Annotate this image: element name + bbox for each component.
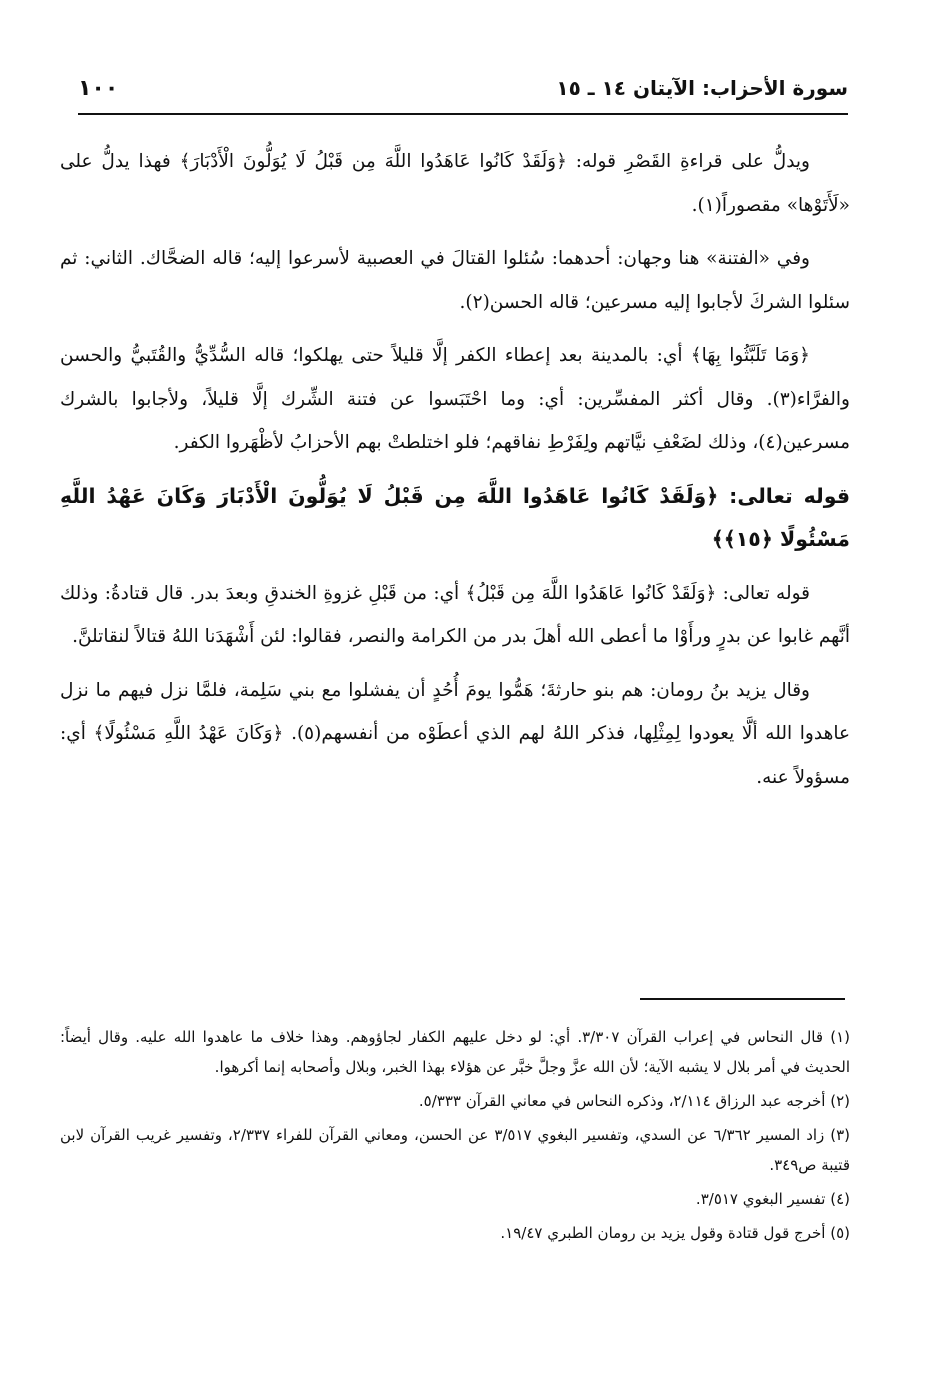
running-title: سورة الأحزاب: الآيتان ١٤ ـ ١٥: [556, 76, 848, 100]
footnote: (٤) تفسير البغوي ٣/٥١٧.: [695, 1190, 850, 1208]
footnote: (٣) زاد المسير ٦/٣٦٢ عن السدي، وتفسير البغوي ٣/٥١٧ عن الحسن، ومعاني القرآن للفراء ٢/٣٣٧، وتفسير غريب القرآن لابن قتيبة ص٣٤٩.: [60, 1126, 851, 1174]
footnote: (٢) أخرجه عبد الرزاق ٢/١١٤، وذكره النحاس في معاني القرآن ٥/٣٣٣.: [418, 1092, 850, 1110]
verse-heading-text: ﴿وَلَقَدْ كَانُوا عَاهَدُوا اللَّهَ مِن قَبْلُ لَا يُوَلُّونَ الْأَدْبَارَ وَكَانَ عَهْدُ اللَّهِ مَسْئُولًا ﴿١٥﴾﴾: [60, 483, 850, 551]
footnote: (٥) أخرج قول قتادة وقول يزيد بن رومان الطبري ١٩/٤٧.: [500, 1224, 850, 1242]
page-number: ١٠٠: [78, 75, 119, 101]
footnotes: [60, 1022, 850, 1252]
verse-heading-lead: قوله تعالى:: [729, 483, 850, 508]
footnote: (١) قال النحاس في إعراب القرآن ٣/٣٠٧. أي: لو دخل عليهم الكفار لجاؤوهم. وهذا خلاف ما عاهدوا الله عليه. وقال أيضاً: الحديث في أمر بلال لا يشبه الآية؛ لأن الله عزَّ وجلَّ خبَّر عن هؤلاء بهذا الخبر، وبلال وأصحابه إنما أكرهوا.: [60, 1028, 850, 1076]
page-header: [78, 68, 848, 108]
paragraph: ويدلُّ على قراءةِ القَصْرِ قوله: ﴿وَلَقَدْ كَانُوا عَاهَدُوا اللَّهَ مِن قَبْلُ لَا يُوَلُّونَ الْأَدْبَارَ﴾ فهذا يدلُّ على «لَأَتَوْها» مقصوراً(١).: [60, 151, 850, 216]
paragraph: قوله تعالى: ﴿وَلَقَدْ كَانُوا عَاهَدُوا اللَّهَ مِن قَبْلُ﴾ أي: من قَبْلِ غزوةِ الخندقِ وبعدَ بدر. قال قتادةُ: وذلك أنَّهم غابوا عن بدرٍ ورأَوْا ما أعطى الله أهلَ بدر من الكرامة والنصر، فقالوا: لئن أَشْهَدَنا اللهُ قتالاً لنقاتلنَّ.: [60, 582, 850, 647]
footnote-separator: [640, 998, 845, 1000]
verse-heading: [60, 475, 850, 562]
main-text: [60, 140, 850, 809]
paragraph: ﴿وَمَا تَلَبَّثُوا بِهَا﴾ أي: بالمدينة بعد إعطاء الكفر إلَّا قليلاً حتى يهلكوا؛ قاله السُّدِّيُّ والقُتَبيُّ والحسن والفرَّاء(٣). وقال أكثر المفسِّرين: أي: وما احْتَبَسوا عن فتنة الشِّرك إلَّا قليلاً، ولأجابوا بالشرك مسرعين(٤)، وذلك لضَعْفِ نيَّاتهم ولِفَرْطِ نفاقهم؛ فلو اختلطتْ بهم الأحزابُ لأظْهَروا الكفر.: [60, 345, 850, 453]
paragraph: وقال يزيد بنُ رومان: هم بنو حارثةَ؛ هَمُّوا يومَ أُحُدٍ أن يفشلوا مع بني سَلِمة، فلمَّا نزل فيهم ما نزل عاهدوا الله ألَّا يعودوا لِمِثْلِها، فذكر اللهُ لهم الذي أعطَوْه من أنفسهم(٥). ﴿وَكَانَ عَهْدُ اللَّهِ مَسْئُولًا﴾ أي: مسؤولاً عنه.: [60, 679, 850, 788]
header-rule: [78, 113, 848, 115]
paragraph: وفي «الفتنة» هنا وجهان: أحدهما: سُئلوا القتالَ في العصبية لأسرعوا إليه؛ قاله الضحَّاك. الثاني: ثم سئلوا الشركَ لأجابوا إليه مسرعين؛ قاله الحسن(٢).: [60, 248, 850, 313]
